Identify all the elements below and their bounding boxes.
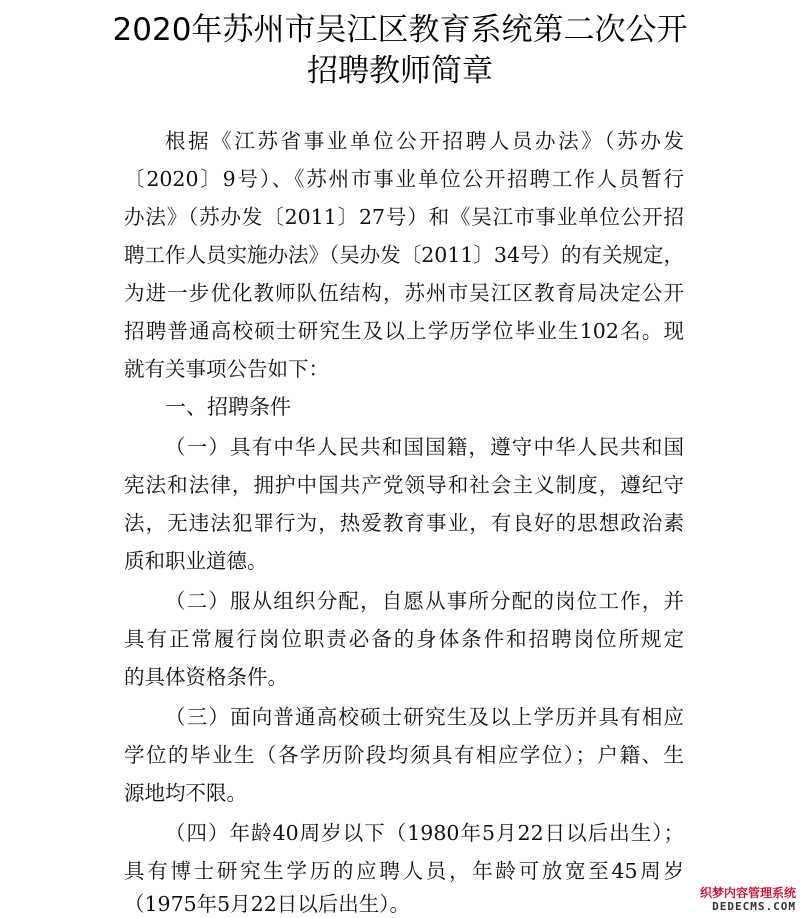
condition-line: 具有正常履行岗位职责必备的身体条件和招聘岗位所规定 [124,627,684,651]
intro-line: 根据《江苏省事业单位公开招聘人员办法》（苏办发 [165,129,684,153]
condition-line: 的具体资格条件。 [124,665,288,689]
intro-line: 招聘普通高校硕士研究生及以上学历学位毕业生102名。现 [124,319,684,343]
condition-line: （三）面向普通高校硕士研究生及以上学历并具有相应 [165,705,684,729]
intro-line: 〔2020〕9号）、《苏州市事业单位公开招聘工作人员暂行 [124,167,684,191]
condition-line: 具有博士研究生学历的应聘人员，年龄可放宽至45周岁 [124,859,684,883]
watermark-text: 织梦内容管理系统 [699,886,796,900]
intro-line: 为进一步优化教师队伍结构，苏州市吴江区教育局决定公开 [124,281,684,305]
condition-line: （1975年5月22日以后出生）。 [124,892,411,916]
document-title-line-1: 2020年苏州市吴江区教育系统第二次公开 [112,12,688,48]
condition-line: （一）具有中华人民共和国国籍，遵守中华人民共和国 [165,435,684,459]
intro-line: 聘工作人员实施办法》（吴办发〔2011〕34号）的有关规定， [124,243,685,267]
watermark-logo [692,884,796,916]
section-heading-recruitment-conditions: 一、招聘条件 [165,395,291,419]
condition-line: 法，无违法犯罪行为，热爱教育事业，有良好的思想政治素 [124,511,684,535]
watermark-domain: DEDECMS.COM [712,900,796,913]
intro-line: 办法》（苏办发〔2011〕27号）和《吴江市事业单位公开招 [124,205,684,229]
condition-line: 质和职业道德。 [124,549,268,573]
condition-line: 学位的毕业生（各学历阶段均须具有相应学位）；户籍、生 [124,743,684,767]
condition-line: 源地均不限。 [124,781,247,805]
document-title-line-2: 招聘教师简章 [307,53,493,89]
condition-line: （四）年龄40周岁以下（1980年5月22日以后出生）； [165,821,684,845]
intro-line: 就有关事项公告如下： [124,357,329,381]
condition-line: 宪法和法律，拥护中国共产党领导和社会主义制度，遵纪守 [124,473,684,497]
condition-line: （二）服从组织分配，自愿从事所分配的岗位工作，并 [165,589,684,613]
